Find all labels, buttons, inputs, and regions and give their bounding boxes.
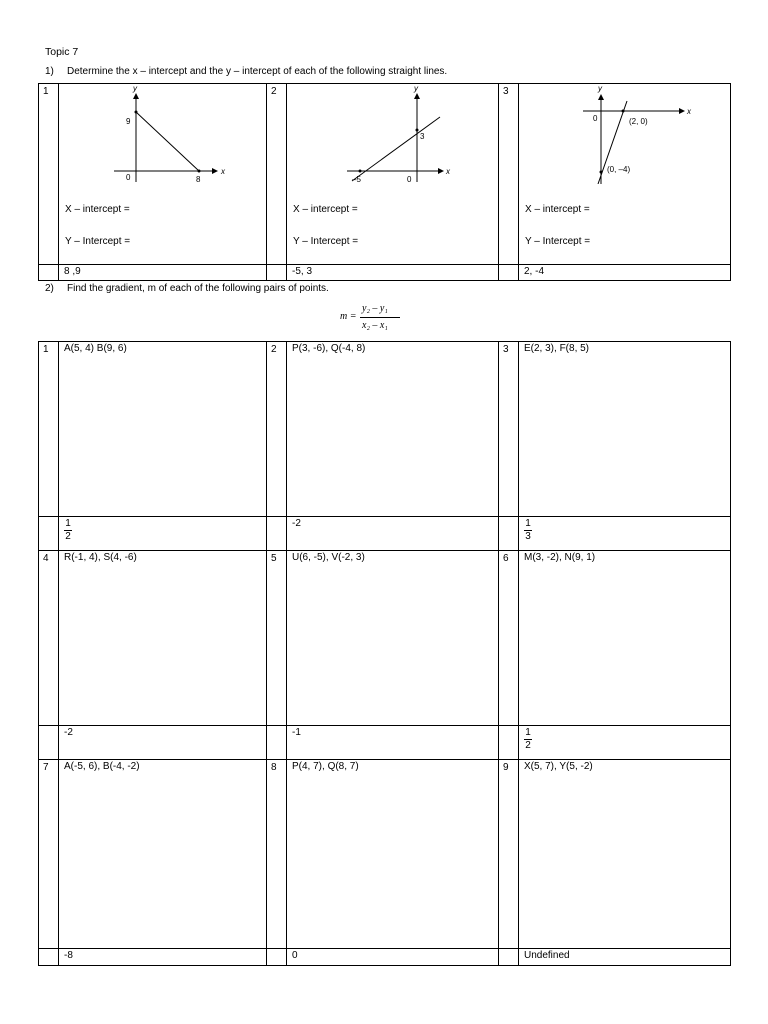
graph-3-axis-x: x — [687, 107, 691, 116]
question-1-number: 1) — [45, 66, 54, 77]
graph-1-axis-y: y — [133, 84, 137, 93]
graph-2 — [342, 84, 467, 184]
graph-3-answer: 2, -4 — [519, 265, 731, 281]
graph-1-number: 1 — [39, 84, 59, 265]
formula-numerator: y₂ – y₁ — [362, 303, 388, 314]
graph-2-origin-label: 0 — [407, 175, 412, 184]
problem-7-number: 7 — [39, 760, 59, 949]
intercepts-table — [38, 83, 731, 281]
problem-6-answer-numerator: 1 — [525, 727, 531, 738]
graph-2-axis-y: y — [414, 84, 418, 93]
problem-8-points: P(4, 7), Q(8, 7) — [287, 760, 499, 949]
problem-2-answer: -2 — [287, 517, 499, 551]
graph-1-cell — [59, 84, 267, 265]
problem-6-answer — [519, 726, 731, 760]
problem-7-points: A(-5, 6), B(-4, -2) — [59, 760, 267, 949]
gradient-formula — [340, 303, 410, 335]
problem-3-number: 3 — [499, 342, 519, 517]
problem-6-number: 6 — [499, 551, 519, 726]
graph-2-cell — [287, 84, 499, 265]
formula-denominator: x₂ – x₁ — [362, 320, 388, 331]
problem-9-answer: Undefined — [519, 949, 731, 966]
graph-3 — [581, 84, 696, 184]
gradient-table — [38, 341, 731, 966]
problem-1-points: A(5, 4) B(9, 6) — [59, 342, 267, 517]
graph-3-cell — [519, 84, 731, 265]
graph-1-origin-label: 0 — [126, 173, 131, 182]
problem-5-number: 5 — [267, 551, 287, 726]
graph-3-axis-y: y — [598, 84, 602, 93]
problem-6-points: M(3, -2), N(9, 1) — [519, 551, 731, 726]
graph-2-number: 2 — [267, 84, 287, 265]
graph-2-y-intercept-label: 3 — [420, 132, 425, 141]
graph-1-y-intercept-label: 9 — [126, 117, 131, 126]
problem-4-number: 4 — [39, 551, 59, 726]
question-1-text: Determine the x – intercept and the y – intercept of each of the following straight lines. — [67, 66, 448, 77]
question-2-text: Find the gradient, m of each of the following pairs of points. — [67, 283, 329, 294]
question-2-number: 2) — [45, 283, 54, 294]
graph-3-point-1-label: (2, 0) — [629, 117, 648, 126]
graph-1-answer: 8 ,9 — [59, 265, 267, 281]
graph-1-x-intercept-label: 8 — [196, 175, 201, 184]
problem-2-points: P(3, -6), Q(-4, 8) — [287, 342, 499, 517]
problem-7-answer: -8 — [59, 949, 267, 966]
topic-title: Topic 7 — [45, 46, 79, 58]
problem-1-number: 1 — [39, 342, 59, 517]
problem-9-number: 9 — [499, 760, 519, 949]
problem-1-answer-numerator: 1 — [65, 518, 71, 529]
problem-1-answer-denominator: 2 — [65, 531, 71, 542]
formula-lhs: m = — [340, 311, 357, 322]
graph-1-axis-x: x — [221, 167, 225, 176]
graph-2-answer: -5, 3 — [287, 265, 499, 281]
problem-4-points: R(-1, 4), S(4, -6) — [59, 551, 267, 726]
graph-3-point-2-label: (0, –4) — [607, 165, 631, 174]
problem-2-number: 2 — [267, 342, 287, 517]
problem-3-points: E(2, 3), F(8, 5) — [519, 342, 731, 517]
graph-2-x-intercept-prompt: X – intercept = — [293, 204, 358, 215]
problem-3-answer-denominator: 3 — [525, 531, 531, 542]
question-1-heading — [45, 66, 745, 80]
question-2-heading — [45, 283, 745, 297]
graph-3-origin-label: 0 — [593, 114, 598, 123]
problem-6-answer-denominator: 2 — [525, 740, 531, 751]
problem-8-answer: 0 — [287, 949, 499, 966]
problem-5-points: U(6, -5), V(-2, 3) — [287, 551, 499, 726]
problem-9-points: X(5, 7), Y(5, -2) — [519, 760, 731, 949]
problem-4-answer: -2 — [59, 726, 267, 760]
graph-2-y-intercept-prompt: Y – Intercept = — [293, 236, 359, 247]
graph-2-x-intercept-label: –5 — [352, 175, 361, 184]
graph-1-y-intercept-prompt: Y – Intercept = — [65, 236, 131, 247]
problem-1-answer — [59, 517, 267, 551]
graph-3-number: 3 — [499, 84, 519, 265]
problem-5-answer: -1 — [287, 726, 499, 760]
graph-1-x-intercept-prompt: X – intercept = — [65, 204, 130, 215]
problem-8-number: 8 — [267, 760, 287, 949]
graph-3-x-intercept-prompt: X – intercept = — [525, 204, 590, 215]
problem-3-answer-numerator: 1 — [525, 518, 531, 529]
graph-1 — [109, 84, 229, 184]
graph-2-axis-x: x — [446, 167, 450, 176]
graph-3-y-intercept-prompt: Y – Intercept = — [525, 236, 591, 247]
problem-3-answer — [519, 517, 731, 551]
